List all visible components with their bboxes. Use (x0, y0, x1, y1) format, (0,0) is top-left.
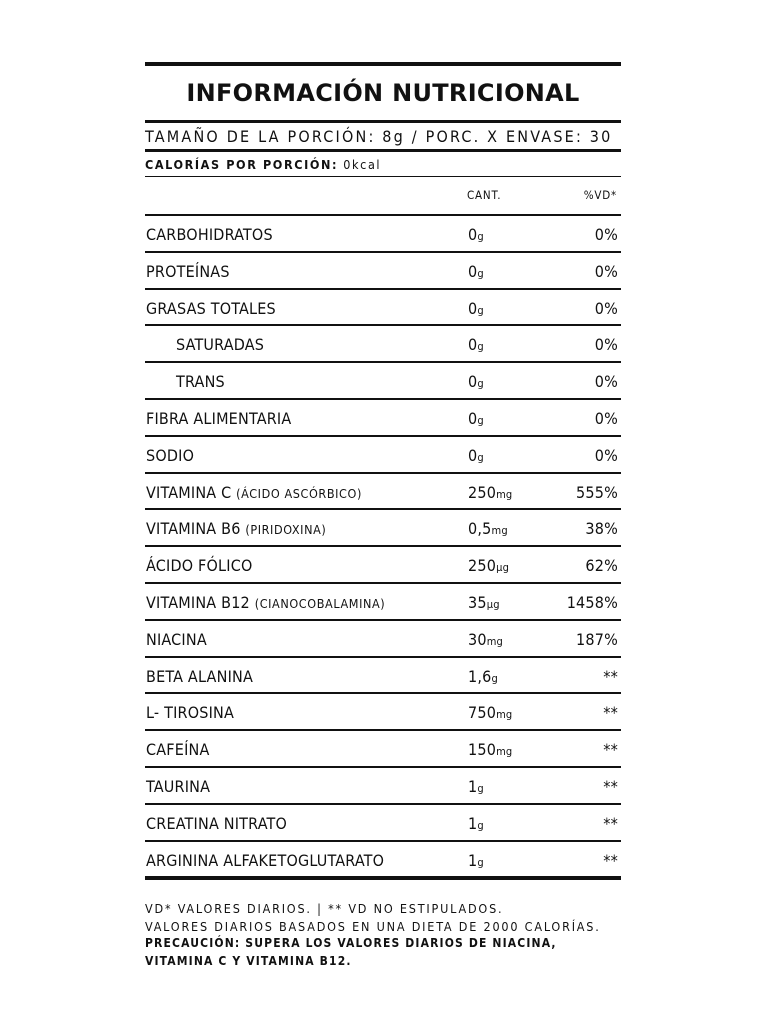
nutrient-row (145, 363, 621, 400)
nutrient-amount (468, 446, 484, 465)
footer-legend: VD* VALORES DIARIOS. | ** VD NO ESTIPULADOS. (145, 901, 504, 916)
nutrient-amount (468, 225, 484, 244)
amount-value: 750 (468, 703, 497, 723)
amount-value: 1 (468, 776, 478, 796)
nutrient-note: (CIANOCOBALAMINA) (254, 595, 386, 611)
nutrient-daily-value: ** (603, 776, 618, 796)
nutrient-row (145, 621, 621, 658)
amount-unit: mg (496, 487, 513, 501)
nutrient-row (145, 400, 621, 437)
nutrient-label: TRANS (176, 372, 225, 392)
nutrient-amount (468, 262, 484, 281)
nutrient-daily-value: ** (603, 813, 618, 833)
nutrient-name (146, 740, 210, 759)
nutrient-daily-value: 0% (594, 261, 618, 281)
nutrient-amount (468, 777, 484, 796)
nutrient-amount (468, 299, 484, 318)
nutrient-daily-value: 0% (594, 408, 618, 428)
nutrient-amount (468, 593, 500, 612)
nutrient-name (146, 483, 362, 502)
nutrient-amount (468, 740, 512, 759)
nutrient-daily-value: ** (603, 666, 618, 686)
amount-unit: g (477, 855, 484, 869)
nutrient-name (146, 446, 194, 465)
nutrient-amount (468, 814, 484, 833)
nutrient-row (145, 842, 621, 877)
nutrient-daily-value: 0% (594, 225, 618, 244)
nutrient-name (176, 335, 264, 354)
amount-unit: mg (496, 745, 513, 759)
nutrient-note: (ÁCIDO ASCÓRBICO) (236, 485, 362, 501)
nutrient-row (145, 658, 621, 695)
nutrient-amount (468, 372, 484, 391)
nutrient-note: (PIRIDOXINA) (245, 522, 327, 538)
amount-value: 0,5 (468, 519, 492, 539)
nutrient-name (176, 372, 225, 391)
nutrient-label: PROTEÍNAS (146, 261, 230, 281)
nutrient-label: VITAMINA C (146, 482, 232, 502)
nutrient-name (146, 593, 385, 612)
amount-unit: g (491, 671, 498, 685)
nutrient-row (145, 731, 621, 768)
nutrient-daily-value: 0% (594, 335, 618, 355)
amount-unit: g (477, 230, 484, 243)
nutrient-amount (468, 335, 484, 354)
nutrient-row (145, 694, 621, 731)
label-footer (145, 900, 625, 970)
nutrient-name (146, 814, 287, 833)
amount-unit: g (477, 377, 484, 391)
footer-diet-note: VALORES DIARIOS BASADOS EN UNA DIETA DE 2000 CALORÍAS. (145, 918, 601, 934)
table-header (145, 176, 621, 216)
nutrient-daily-value: 0% (594, 298, 618, 318)
amount-unit: mg (486, 634, 504, 648)
nutrient-label: TAURINA (146, 776, 211, 796)
calories-label: CALORÍAS POR PORCIÓN: (145, 156, 339, 172)
nutrient-amount (468, 483, 512, 502)
amount-value: 1,6 (468, 666, 492, 686)
amount-unit: µg (496, 561, 510, 575)
nutrient-amount (468, 519, 508, 538)
nutrient-row (145, 290, 621, 327)
nutrient-amount (468, 556, 509, 575)
amount-unit: mg (491, 524, 508, 538)
nutrient-daily-value: 555% (576, 482, 618, 502)
nutrient-row (145, 216, 621, 253)
amount-unit: g (477, 413, 484, 427)
nutrient-name (146, 851, 384, 870)
nutrient-label: VITAMINA B6 (146, 519, 241, 539)
nutrient-row (145, 805, 621, 842)
nutrient-name (146, 299, 276, 318)
nutrient-name (146, 703, 234, 722)
nutrient-label: NIACINA (146, 629, 207, 649)
nutrient-label: CAFEÍNA (146, 740, 210, 760)
amount-value: 0 (468, 372, 478, 392)
footer-caution: PRECAUCIÓN: SUPERA LOS VALORES DIARIOS DE NIACINA, VITAMINA C Y VITAMINA B12. (145, 936, 557, 968)
label-title: INFORMACIÓN NUTRICIONAL (186, 79, 580, 107)
nutrient-label: FIBRA ALIMENTARIA (146, 408, 292, 428)
nutrition-facts-panel (145, 62, 621, 880)
amount-unit: mg (496, 708, 513, 722)
nutrient-name (146, 556, 253, 575)
nutrient-daily-value: 187% (576, 629, 618, 649)
nutrient-daily-value: 38% (585, 519, 618, 539)
nutrient-daily-value: 0% (594, 445, 618, 465)
nutrient-name (146, 777, 210, 796)
nutrient-daily-value: 62% (585, 556, 618, 576)
nutrient-daily-value: 0% (594, 372, 618, 392)
nutrient-name (146, 630, 207, 649)
nutrient-row (145, 326, 621, 363)
nutrient-row (145, 584, 621, 621)
nutrient-name (146, 409, 291, 428)
amount-value: 250 (468, 556, 497, 576)
calories-value: 0kcal (343, 156, 382, 172)
amount-value: 1 (468, 850, 478, 870)
nutrient-daily-value: 1458% (566, 592, 618, 612)
amount-unit: g (477, 781, 484, 795)
amount-unit: g (477, 340, 484, 354)
nutrient-amount (468, 630, 503, 649)
nutrient-row (145, 474, 621, 511)
nutrient-label: ÁCIDO FÓLICO (146, 556, 253, 576)
nutrient-name (146, 262, 230, 281)
nutrient-row (145, 510, 621, 547)
amount-value: 0 (468, 225, 478, 244)
amount-value: 0 (468, 261, 478, 281)
nutrient-daily-value: ** (603, 740, 618, 760)
amount-unit: µg (486, 597, 500, 611)
nutrient-label: SATURADAS (176, 335, 265, 355)
serving-size-line: TAMAÑO DE LA PORCIÓN: 8g / PORC. X ENVASE: 30 (145, 126, 613, 146)
nutrient-row (145, 547, 621, 584)
amount-unit: g (477, 818, 484, 832)
nutrient-label: CARBOHIDRATOS (146, 225, 273, 244)
amount-value: 0 (468, 408, 478, 428)
nutrient-label: BETA ALANINA (146, 666, 254, 686)
nutrient-amount (468, 667, 498, 686)
nutrient-table (145, 216, 621, 876)
nutrient-row (145, 253, 621, 290)
nutrient-label: ARGININA ALFAKETOGLUTARATO (146, 850, 385, 870)
nutrient-name (146, 225, 273, 244)
amount-value: 0 (468, 445, 478, 465)
amount-value: 150 (468, 740, 497, 760)
nutrient-label: SODIO (146, 445, 195, 465)
amount-value: 1 (468, 813, 478, 833)
amount-column-header: CANT. (467, 188, 502, 202)
nutrient-label: VITAMINA B12 (146, 592, 250, 612)
amount-unit: g (477, 266, 484, 280)
nutrient-amount (468, 703, 512, 722)
nutrient-label: GRASAS TOTALES (146, 298, 276, 318)
nutrient-label: CREATINA NITRATO (146, 813, 288, 833)
nutrient-amount (468, 851, 484, 870)
nutrient-daily-value: ** (603, 850, 618, 870)
nutrient-amount (468, 409, 484, 428)
amount-value: 30 (468, 629, 487, 649)
nutrient-row (145, 768, 621, 805)
amount-unit: g (477, 303, 484, 317)
calories-line (145, 152, 621, 176)
amount-value: 0 (468, 335, 478, 355)
nutrient-name (146, 519, 326, 538)
nutrient-daily-value: ** (603, 703, 618, 723)
amount-value: 35 (468, 592, 487, 612)
daily-value-column-header: %VD* (583, 188, 617, 202)
amount-value: 250 (468, 482, 497, 502)
nutrient-name (146, 667, 253, 686)
bottom-rule (145, 876, 621, 880)
nutrient-row (145, 437, 621, 474)
nutrient-label: L- TIROSINA (146, 703, 235, 723)
amount-value: 0 (468, 298, 478, 318)
amount-unit: g (477, 450, 484, 464)
